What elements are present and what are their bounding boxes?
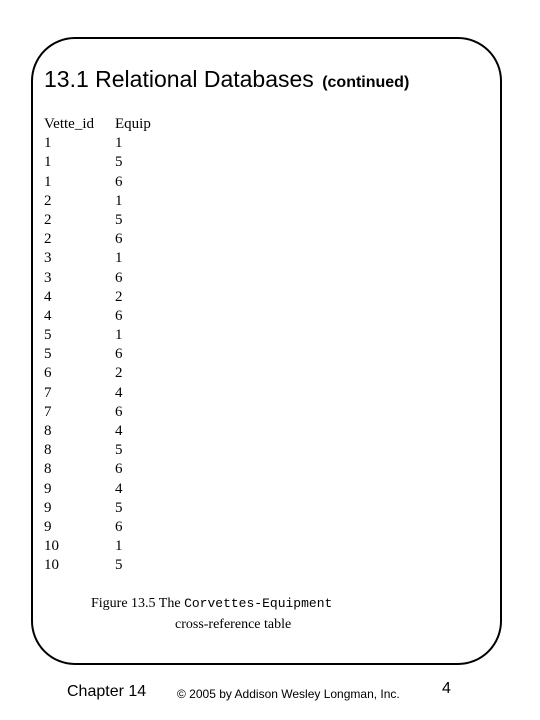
- figure-caption: [91, 593, 391, 635]
- table-row: [44, 480, 175, 499]
- table-cell-equip: 2: [115, 365, 123, 382]
- table-row: [44, 460, 175, 479]
- footer-copyright: © 2005 by Addison Wesley Longman, Inc.: [177, 687, 400, 701]
- caption-prefix: Figure 13.5 The: [91, 596, 181, 611]
- table-cell-equip: 1: [115, 538, 123, 555]
- table-row: [44, 173, 175, 192]
- table-row: [44, 211, 175, 230]
- table-cell-vette-id: 8: [44, 461, 52, 478]
- table-row: [44, 556, 175, 575]
- table-cell-vette-id: 6: [44, 365, 52, 382]
- table-cell-equip: 6: [115, 231, 123, 248]
- table-cell-equip: 4: [115, 480, 123, 497]
- table-cell-equip: 5: [115, 557, 123, 574]
- table-row: [44, 384, 175, 403]
- table-row: [44, 192, 175, 211]
- table-cell-equip: 2: [115, 288, 123, 305]
- table-cell-vette-id: 9: [44, 518, 52, 535]
- slide-title-text: 13.1 Relational Databases: [44, 66, 314, 92]
- table-header-vette-id: Vette_id: [44, 116, 94, 132]
- table-row: [44, 307, 175, 326]
- table-cell-equip: 6: [115, 269, 123, 286]
- table-cell-vette-id: 9: [44, 480, 52, 497]
- table-cell-equip: 6: [115, 173, 123, 190]
- table-row: [44, 537, 175, 556]
- footer-page-number: 4: [442, 680, 451, 697]
- table-cell-vette-id: 7: [44, 384, 52, 401]
- table-row: [44, 422, 175, 441]
- table-cell-equip: 5: [115, 499, 123, 516]
- footer-chapter: Chapter 14: [67, 683, 147, 700]
- table-header-row: [44, 115, 175, 134]
- table-row: [44, 249, 175, 268]
- table-cell-equip: 5: [115, 154, 123, 171]
- table-cell-vette-id: 3: [44, 250, 52, 267]
- table-cell-vette-id: 1: [44, 173, 52, 190]
- table-cell-vette-id: 2: [44, 231, 52, 248]
- table-header-equip: Equip: [115, 116, 151, 132]
- table-cell-equip: 5: [115, 442, 123, 459]
- table-row: [44, 153, 175, 172]
- table-cell-equip: 6: [115, 518, 123, 535]
- table-cell-vette-id: 4: [44, 307, 52, 324]
- table-row: [44, 499, 175, 518]
- table-row: [44, 364, 175, 383]
- caption-suffix: cross-reference table: [175, 617, 292, 632]
- table-cell-equip: 1: [115, 327, 123, 344]
- table-row: [44, 230, 175, 249]
- cross-reference-table: [44, 115, 175, 576]
- table-cell-equip: 1: [115, 250, 123, 267]
- table-row: [44, 269, 175, 288]
- table-cell-vette-id: 3: [44, 269, 52, 286]
- table-row: [44, 134, 175, 153]
- table-cell-equip: 1: [115, 135, 123, 152]
- slide-title: [44, 64, 409, 98]
- table-cell-equip: 6: [115, 346, 123, 363]
- table-row: [44, 441, 175, 460]
- table-cell-equip: 6: [115, 461, 123, 478]
- table-cell-equip: 6: [115, 307, 123, 324]
- table-cell-vette-id: 1: [44, 154, 52, 171]
- table-row: [44, 345, 175, 364]
- table-row: [44, 326, 175, 345]
- caption-line-1: [91, 593, 391, 614]
- table-cell-vette-id: 5: [44, 346, 52, 363]
- table-cell-equip: 4: [115, 384, 123, 401]
- table-cell-vette-id: 7: [44, 403, 52, 420]
- slide-title-suffix: (continued): [322, 74, 410, 91]
- table-row: [44, 288, 175, 307]
- table-body: [44, 134, 175, 575]
- table-cell-vette-id: 10: [44, 538, 59, 555]
- table-cell-equip: 1: [115, 192, 123, 209]
- table-cell-vette-id: 1: [44, 135, 52, 152]
- table-cell-equip: 4: [115, 423, 123, 439]
- table-cell-vette-id: 4: [44, 288, 52, 305]
- table-cell-vette-id: 9: [44, 499, 52, 516]
- table-cell-vette-id: 8: [44, 423, 52, 439]
- table-cell-equip: 5: [115, 211, 123, 228]
- table-cell-vette-id: 10: [44, 557, 59, 574]
- table-row: [44, 518, 175, 537]
- table-cell-vette-id: 8: [44, 442, 52, 459]
- table-cell-vette-id: 5: [44, 327, 52, 344]
- table-cell-vette-id: 2: [44, 192, 52, 209]
- table-cell-equip: 6: [115, 403, 123, 420]
- caption-table-name: Corvettes-Equipment: [184, 596, 333, 611]
- table-row: [44, 403, 175, 422]
- table-cell-vette-id: 2: [44, 211, 52, 228]
